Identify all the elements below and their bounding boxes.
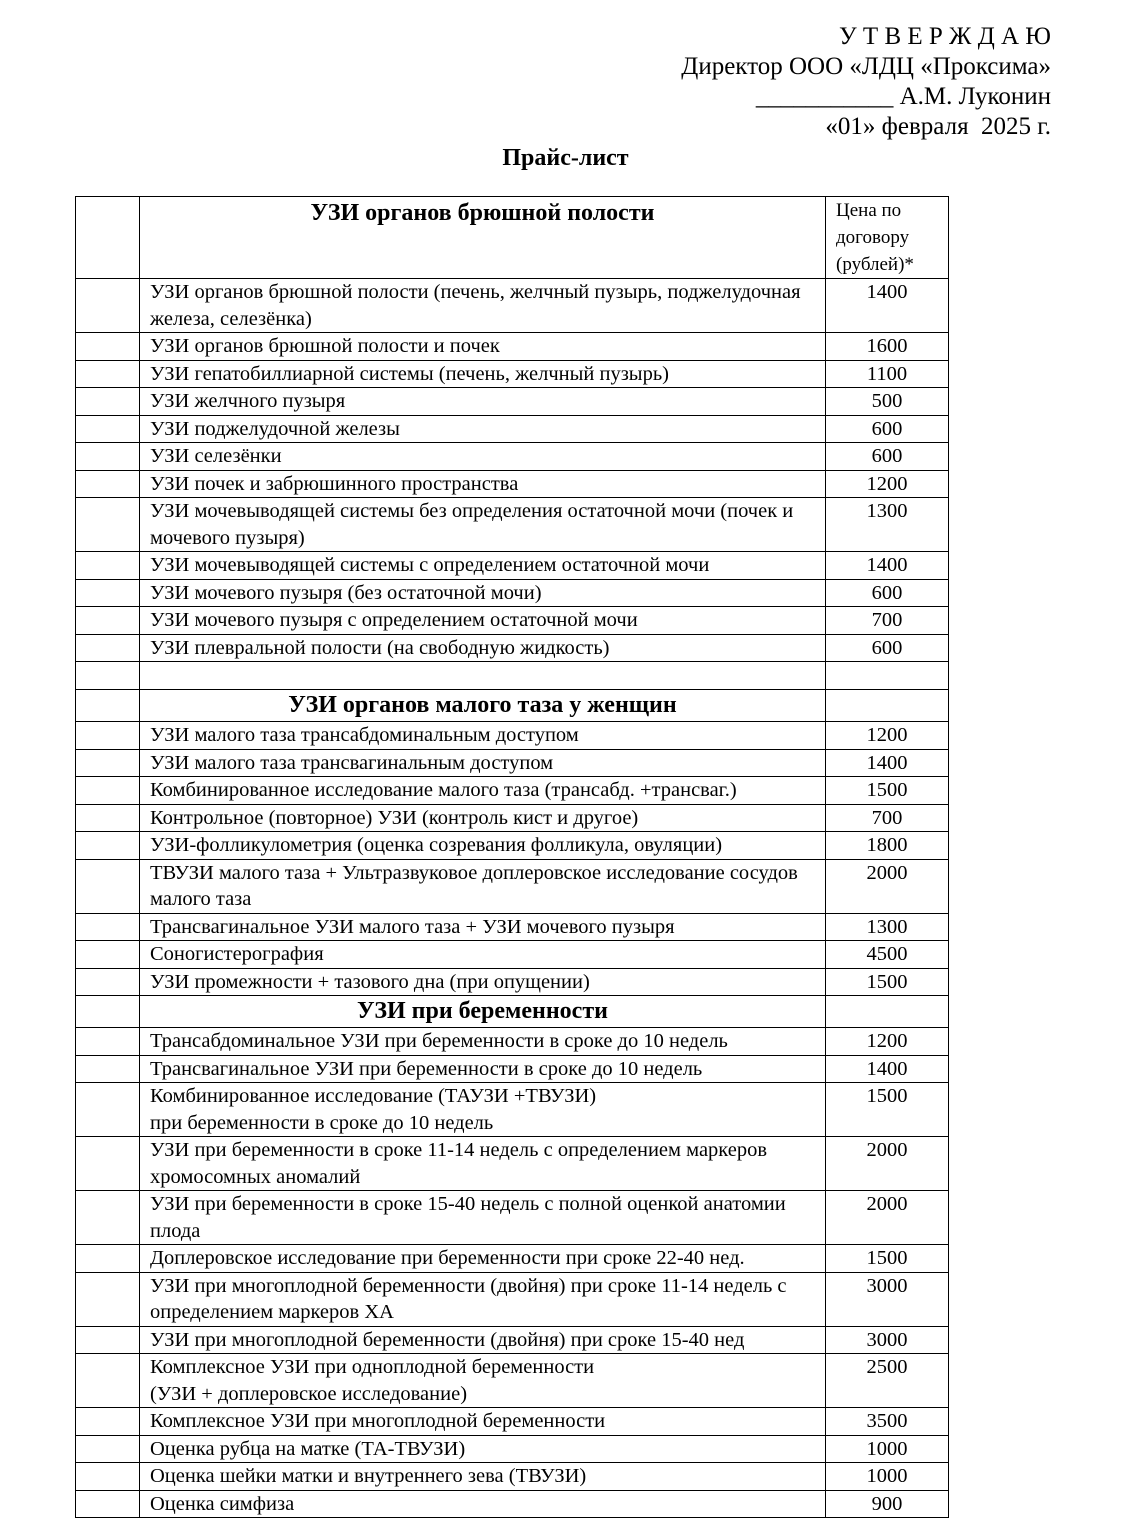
service-price: 1500 bbox=[826, 1083, 949, 1137]
service-price: 900 bbox=[826, 1490, 949, 1518]
section-title-abdominal: УЗИ органов брюшной полости bbox=[140, 197, 826, 279]
number-cell bbox=[76, 388, 140, 416]
table-row bbox=[76, 722, 949, 750]
number-cell bbox=[76, 498, 140, 552]
service-name: Оценка рубца на матке (ТА-ТВУЗИ) bbox=[140, 1435, 826, 1463]
service-name: УЗИ при беременности в сроке 11-14 недель с определением маркеров хромосомных аномалий bbox=[140, 1137, 826, 1191]
number-cell bbox=[76, 1191, 140, 1245]
service-price: 4500 bbox=[826, 941, 949, 969]
service-name: УЗИ мочевого пузыря (без остаточной мочи) bbox=[140, 579, 826, 607]
service-name: УЗИ малого таза трансабдоминальным доступом bbox=[140, 722, 826, 750]
service-name: УЗИ-фолликулометрия (оценка созревания фолликула, овуляции) bbox=[140, 832, 826, 860]
service-name: УЗИ органов брюшной полости (печень, желчный пузырь, поджелудочная железа, селезёнка) bbox=[140, 279, 826, 333]
number-cell bbox=[76, 333, 140, 361]
section-row bbox=[76, 996, 949, 1028]
service-name: УЗИ промежности + тазового дна (при опущении) bbox=[140, 968, 826, 996]
table-row bbox=[76, 968, 949, 996]
table-row bbox=[76, 749, 949, 777]
table-row bbox=[76, 634, 949, 662]
table-row bbox=[76, 579, 949, 607]
service-price: 2000 bbox=[826, 1191, 949, 1245]
empty-cell bbox=[140, 662, 826, 690]
service-price: 1600 bbox=[826, 333, 949, 361]
service-price: 1000 bbox=[826, 1435, 949, 1463]
service-price: 2000 bbox=[826, 1137, 949, 1191]
table-row bbox=[76, 1272, 949, 1326]
number-cell bbox=[76, 722, 140, 750]
service-price: 1000 bbox=[826, 1463, 949, 1491]
service-price: 1400 bbox=[826, 279, 949, 333]
service-price: 1400 bbox=[826, 1055, 949, 1083]
number-cell bbox=[76, 859, 140, 913]
table-row bbox=[76, 1191, 949, 1245]
table-row bbox=[76, 1137, 949, 1191]
empty-row bbox=[76, 662, 949, 690]
table-row bbox=[76, 470, 949, 498]
service-name: Комплексное УЗИ при многоплодной беременности bbox=[140, 1408, 826, 1436]
number-cell bbox=[76, 1055, 140, 1083]
approval-date: «01» февраля 2025 г. bbox=[825, 113, 1051, 140]
service-name: Комбинированное исследование малого таза (трансабд. +трансваг.) bbox=[140, 777, 826, 805]
number-cell bbox=[76, 1272, 140, 1326]
service-name: Контрольное (повторное) УЗИ (контроль кист и другое) bbox=[140, 804, 826, 832]
number-cell bbox=[76, 1435, 140, 1463]
approval-signature: ___________ А.М. Луконин bbox=[755, 83, 1051, 110]
table-row bbox=[76, 1245, 949, 1273]
table-row bbox=[76, 388, 949, 416]
service-name: УЗИ мочевого пузыря с определением остаточной мочи bbox=[140, 607, 826, 635]
service-price: 500 bbox=[826, 388, 949, 416]
table-row bbox=[76, 1354, 949, 1408]
service-price: 600 bbox=[826, 415, 949, 443]
service-price: 1300 bbox=[826, 498, 949, 552]
service-name: Оценка шейки матки и внутреннего зева (ТВУЗИ) bbox=[140, 1463, 826, 1491]
table-row bbox=[76, 415, 949, 443]
table-row bbox=[76, 443, 949, 471]
service-price: 1500 bbox=[826, 1245, 949, 1273]
service-price: 3000 bbox=[826, 1272, 949, 1326]
service-name: Соногистерография bbox=[140, 941, 826, 969]
table-row bbox=[76, 1326, 949, 1354]
table-row bbox=[76, 777, 949, 805]
section-row bbox=[76, 690, 949, 722]
table-row bbox=[76, 333, 949, 361]
table-row bbox=[76, 1463, 949, 1491]
number-cell bbox=[76, 470, 140, 498]
service-price: 600 bbox=[826, 443, 949, 471]
service-price: 1200 bbox=[826, 470, 949, 498]
service-price: 600 bbox=[826, 579, 949, 607]
table-row bbox=[76, 941, 949, 969]
number-cell bbox=[76, 804, 140, 832]
service-price: 700 bbox=[826, 804, 949, 832]
table-row bbox=[76, 1083, 949, 1137]
service-name: Доплеровское исследование при беременности при сроке 22-40 нед. bbox=[140, 1245, 826, 1273]
table-row bbox=[76, 913, 949, 941]
approval-heading: У Т В Е Р Ж Д А Ю bbox=[838, 23, 1051, 50]
number-cell bbox=[76, 360, 140, 388]
number-cell bbox=[76, 1463, 140, 1491]
service-price: 2500 bbox=[826, 1354, 949, 1408]
service-name: Трансвагинальное УЗИ малого таза + УЗИ мочевого пузыря bbox=[140, 913, 826, 941]
number-cell bbox=[76, 1326, 140, 1354]
table-row bbox=[76, 859, 949, 913]
table-header-row bbox=[76, 197, 949, 279]
service-name: УЗИ почек и забрюшинного пространства bbox=[140, 470, 826, 498]
number-cell bbox=[76, 941, 140, 969]
price-table bbox=[75, 196, 949, 1518]
service-price: 600 bbox=[826, 634, 949, 662]
service-name: УЗИ органов брюшной полости и почек bbox=[140, 333, 826, 361]
service-price: 700 bbox=[826, 607, 949, 635]
number-cell bbox=[76, 749, 140, 777]
table-row bbox=[76, 279, 949, 333]
service-name: УЗИ мочевыводящей системы без определения остаточной мочи (почек и мочевого пузыря) bbox=[140, 498, 826, 552]
service-price: 1400 bbox=[826, 552, 949, 580]
empty-cell bbox=[826, 662, 949, 690]
number-cell bbox=[76, 607, 140, 635]
service-name: УЗИ поджелудочной железы bbox=[140, 415, 826, 443]
service-price: 3500 bbox=[826, 1408, 949, 1436]
service-price: 1200 bbox=[826, 722, 949, 750]
table-row bbox=[76, 360, 949, 388]
number-cell bbox=[76, 579, 140, 607]
service-name: Трансабдоминальное УЗИ при беременности в сроке до 10 недель bbox=[140, 1028, 826, 1056]
number-cell bbox=[76, 1245, 140, 1273]
service-name: УЗИ желчного пузыря bbox=[140, 388, 826, 416]
number-cell bbox=[76, 415, 140, 443]
table-row bbox=[76, 1435, 949, 1463]
service-name: УЗИ при многоплодной беременности (двойня) при сроке 11-14 недель с определением маркеров ХА bbox=[140, 1272, 826, 1326]
service-name: УЗИ при беременности в сроке 15-40 недель с полной оценкой анатомии плода bbox=[140, 1191, 826, 1245]
table-row bbox=[76, 552, 949, 580]
service-price: 1400 bbox=[826, 749, 949, 777]
number-cell bbox=[76, 1408, 140, 1436]
number-cell bbox=[76, 279, 140, 333]
table-row bbox=[76, 1055, 949, 1083]
empty-cell bbox=[826, 690, 949, 722]
service-price: 1200 bbox=[826, 1028, 949, 1056]
section-title-pregnancy: УЗИ при беременности bbox=[140, 996, 826, 1028]
document-title: Прайс-лист bbox=[502, 145, 629, 171]
number-cell bbox=[76, 777, 140, 805]
number-cell bbox=[76, 913, 140, 941]
number-cell bbox=[76, 552, 140, 580]
service-price: 1500 bbox=[826, 968, 949, 996]
service-name: Оценка симфиза bbox=[140, 1490, 826, 1518]
number-cell bbox=[76, 690, 140, 722]
table-row bbox=[76, 804, 949, 832]
number-cell bbox=[76, 1490, 140, 1518]
service-name: УЗИ селезёнки bbox=[140, 443, 826, 471]
service-name: УЗИ при многоплодной беременности (двойня) при сроке 15-40 нед bbox=[140, 1326, 826, 1354]
service-name: УЗИ плевральной полости (на свободную жидкость) bbox=[140, 634, 826, 662]
service-name: УЗИ мочевыводящей системы с определением остаточной мочи bbox=[140, 552, 826, 580]
section-title-pelvic: УЗИ органов малого таза у женщин bbox=[140, 690, 826, 722]
approval-position: Директор ООО «ЛДЦ «Проксима» bbox=[681, 53, 1051, 80]
table-row bbox=[76, 607, 949, 635]
number-cell bbox=[76, 968, 140, 996]
table-row bbox=[76, 1408, 949, 1436]
price-column-header: Цена по договору (рублей)* bbox=[826, 197, 949, 279]
table-row bbox=[76, 498, 949, 552]
number-cell bbox=[76, 662, 140, 690]
service-price: 1300 bbox=[826, 913, 949, 941]
service-name: Комплексное УЗИ при одноплодной беременности (УЗИ + доплеровское исследование) bbox=[140, 1354, 826, 1408]
number-cell bbox=[76, 1083, 140, 1137]
number-cell bbox=[76, 197, 140, 279]
service-price: 1800 bbox=[826, 832, 949, 860]
empty-cell bbox=[826, 996, 949, 1028]
service-name: Комбинированное исследование (ТАУЗИ +ТВУЗИ) при беременности в сроке до 10 недель bbox=[140, 1083, 826, 1137]
number-cell bbox=[76, 832, 140, 860]
number-cell bbox=[76, 1354, 140, 1408]
service-name: Трансвагинальное УЗИ при беременности в сроке до 10 недель bbox=[140, 1055, 826, 1083]
service-price: 3000 bbox=[826, 1326, 949, 1354]
service-price: 1500 bbox=[826, 777, 949, 805]
approval-block bbox=[681, 22, 1051, 142]
table-row bbox=[76, 1490, 949, 1518]
number-cell bbox=[76, 634, 140, 662]
table-row bbox=[76, 832, 949, 860]
service-name: УЗИ малого таза трансвагинальным доступом bbox=[140, 749, 826, 777]
table-row bbox=[76, 1028, 949, 1056]
price-table-body bbox=[76, 197, 949, 1518]
service-name: ТВУЗИ малого таза + Ультразвуковое доплеровское исследование сосудов малого таза bbox=[140, 859, 826, 913]
number-cell bbox=[76, 1137, 140, 1191]
number-cell bbox=[76, 996, 140, 1028]
service-name: УЗИ гепатобиллиарной системы (печень, желчный пузырь) bbox=[140, 360, 826, 388]
service-price: 2000 bbox=[826, 859, 949, 913]
service-price: 1100 bbox=[826, 360, 949, 388]
number-cell bbox=[76, 1028, 140, 1056]
number-cell bbox=[76, 443, 140, 471]
